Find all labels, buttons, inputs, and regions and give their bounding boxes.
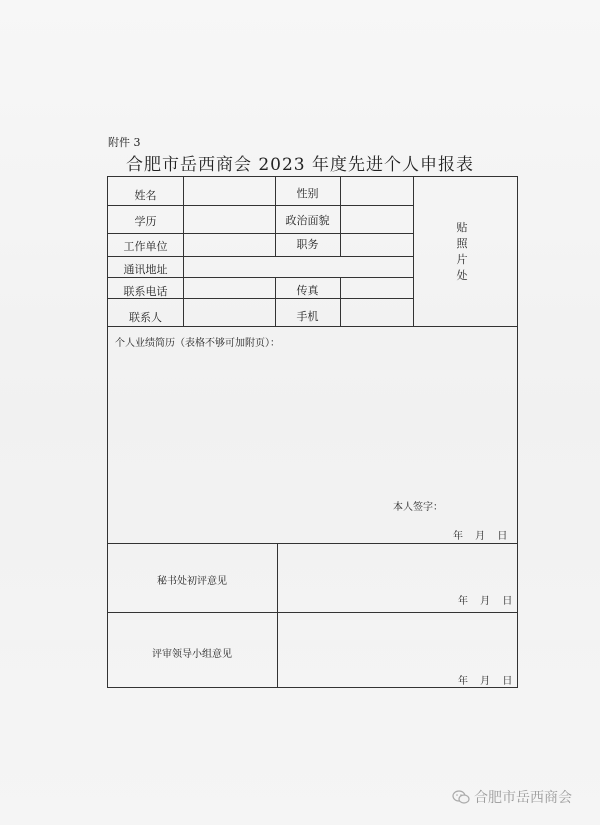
political-status-field[interactable] [341, 207, 413, 232]
review-group-date: 年 月 日 [458, 676, 513, 687]
address-label: 通讯地址 [123, 263, 168, 276]
resume-field[interactable] [110, 350, 515, 490]
resume-date: 年 月 日 [453, 531, 508, 542]
photo-label-4: 处 [456, 269, 468, 282]
fax-label: 传真 [296, 284, 319, 297]
name-label: 姓名 [134, 189, 157, 202]
phone-field[interactable] [184, 278, 275, 297]
attachment-label: 附件 3 [108, 136, 141, 149]
review-group-opinion-label: 评审领导小组意见 [152, 649, 232, 660]
photo-label-3: 片 [456, 253, 468, 266]
secretariat-opinion-field[interactable] [280, 546, 516, 586]
photo-label-2: 照 [456, 237, 468, 250]
mobile-label: 手机 [296, 310, 319, 323]
contact-field[interactable] [184, 299, 275, 326]
signature-label: 本人签字： [393, 502, 443, 513]
contact-label: 联系人 [129, 311, 162, 324]
fax-field[interactable] [341, 278, 413, 297]
watermark-text: 合肥市岳西商会 [474, 790, 572, 806]
gender-label: 性别 [296, 187, 319, 200]
watermark [452, 787, 572, 807]
name-field[interactable] [184, 181, 275, 206]
secretariat-opinion-label: 秘书处初评意见 [157, 576, 227, 587]
political-status-label: 政治面貌 [285, 214, 330, 227]
wechat-icon [452, 790, 470, 804]
review-group-opinion-field[interactable] [280, 615, 516, 665]
form-title: 合肥市岳西商会 2023 年度先进个人申报表 [125, 155, 475, 175]
work-unit-label: 工作单位 [123, 240, 168, 253]
position-label: 职务 [296, 238, 319, 251]
position-field[interactable] [341, 234, 413, 254]
secretariat-date: 年 月 日 [458, 596, 513, 607]
education-label: 学历 [134, 215, 157, 228]
phone-label: 联系电话 [123, 285, 168, 298]
mobile-field[interactable] [341, 299, 413, 326]
resume-label: 个人业绩简历（表格不够可加附页）： [115, 338, 280, 349]
address-field[interactable] [184, 257, 413, 276]
photo-placeholder[interactable] [452, 220, 472, 284]
education-field[interactable] [184, 207, 275, 232]
gender-field[interactable] [341, 181, 413, 206]
work-unit-field[interactable] [184, 234, 275, 254]
photo-label-1: 贴 [456, 221, 468, 234]
